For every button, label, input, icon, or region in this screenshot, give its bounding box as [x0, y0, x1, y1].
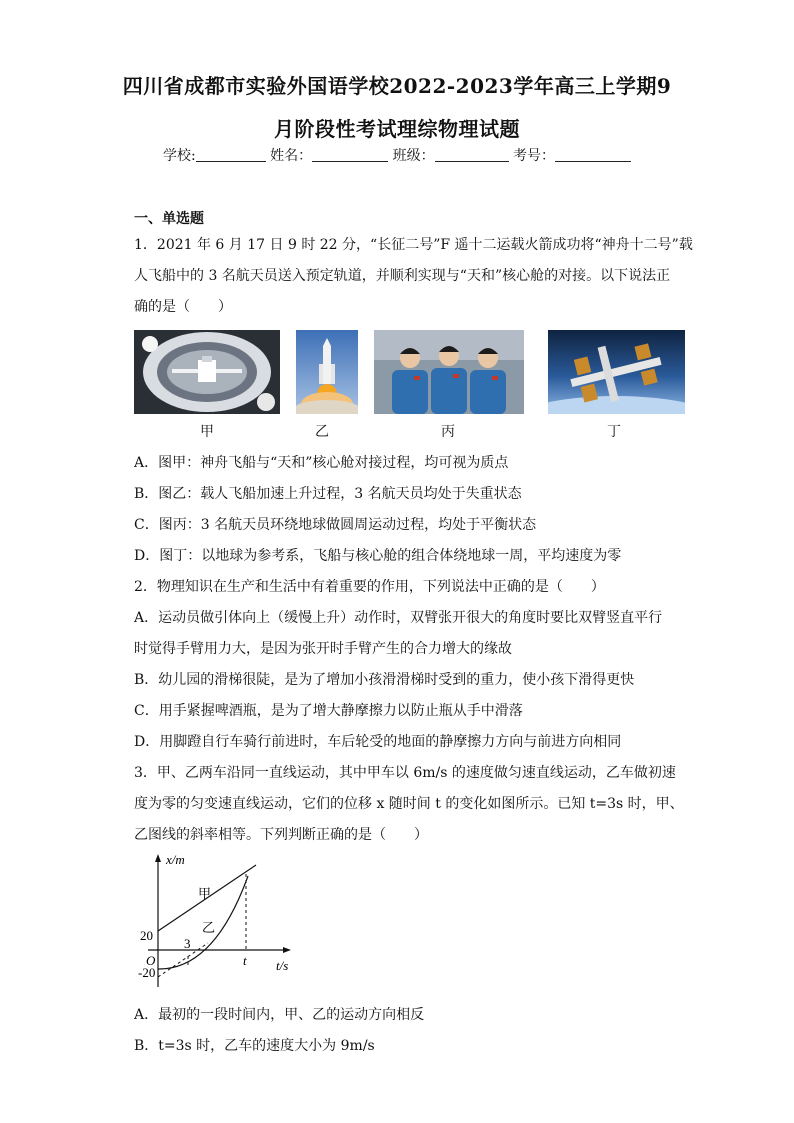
q2-option-b[interactable]: B．幼儿园的滑梯很陡，是为了增加小孩滑滑梯时受到的重力，使小孩下滑得更快: [134, 672, 635, 688]
name-field[interactable]: [312, 147, 388, 162]
photo-docking: [134, 330, 280, 414]
q1-stem-line: 确的是（ ）: [134, 299, 232, 315]
q3-stem-line: 度为零的匀变速直线运动，它们的位移 x 随时间 t 的变化如图所示。已知 t=3s 时，甲、: [134, 796, 684, 812]
q1-stem-line: 人飞船中的 3 名航天员送入预定轨道，并顺利实现与“天和”核心舱的对接。以下说法正: [134, 268, 671, 284]
photo-space-station: [548, 330, 685, 414]
q3-option-b[interactable]: B．t=3s 时，乙车的速度大小为 9m/s: [134, 1038, 375, 1054]
photo-rocket-launch: [296, 330, 358, 414]
photo-label-yi: 乙: [315, 424, 329, 440]
tick-neg20: -20: [138, 965, 156, 980]
q1-option-d[interactable]: D．图丁：以地球为参考系，飞船与核心舱的组合体绕地球一周，平均速度为零: [134, 548, 622, 564]
photo-label-ding: 丁: [607, 424, 621, 440]
origin-label: O: [146, 953, 156, 968]
q2-stem-line: 2．物理知识在生产和生活中有着重要的作用，下列说法中正确的是（ ）: [134, 579, 605, 595]
q3-stem-line: 乙图线的斜率相等。下列判断正确的是（ ）: [134, 827, 428, 843]
tangent-dashed: [158, 943, 208, 977]
q2-option-d[interactable]: D．用脚蹬自行车骑行前进时，车后轮受的地面的静摩擦力方向与前进方向相同: [134, 734, 622, 750]
exam-title-line1: 四川省成都市实验外国语学校2022-2023学年高三上学期9: [122, 74, 672, 98]
photo-astronauts: [374, 330, 524, 414]
x-axis-label: t/s: [276, 958, 289, 973]
school-label: 学校:: [162, 148, 196, 164]
q3-option-a[interactable]: A．最初的一段时间内，甲、乙的运动方向相反: [134, 1007, 425, 1023]
exam-title-line2: 月阶段性考试理综物理试题: [274, 117, 520, 141]
q1-option-a[interactable]: A．图甲：神舟飞船与“天和”核心舱对接过程，均可视为质点: [134, 455, 509, 471]
section-title: 一、单选题: [134, 211, 204, 227]
q1-option-b[interactable]: B．图乙：载人飞船加速上升过程，3 名航天员均处于失重状态: [134, 486, 522, 502]
q3-stem-line: 3．甲、乙两车沿同一直线运动，其中甲车以 6m/s 的速度做匀速直线运动，乙车做初速: [134, 765, 676, 781]
class-field[interactable]: [435, 147, 509, 162]
tick-20: 20: [140, 928, 153, 943]
xt-graph: [136, 852, 306, 996]
tick-3: 3: [184, 936, 191, 951]
graph-label-yi: 乙: [202, 920, 216, 935]
photo-label-bing: 丙: [441, 424, 455, 440]
id-label: 考号：: [513, 148, 556, 164]
q1-option-c[interactable]: C．图丙：3 名航天员环绕地球做圆周运动过程，均处于平衡状态: [134, 517, 537, 533]
x-axis-arrow: [283, 947, 291, 953]
q1-stem-line: 1．2021 年 6 月 17 日 9 时 22 分，“长征二号”F 遥十二运载火箭成功将“神舟十二号”载: [134, 237, 693, 253]
y-axis-label: x/m: [166, 852, 185, 867]
class-label: 班级：: [392, 148, 435, 164]
q2-option-a-cont: 时觉得手臂用力大，是因为张开时手臂产生的合力增大的缘故: [134, 641, 512, 657]
student-info-row: [0, 145, 794, 165]
q2-option-a[interactable]: A．运动员做引体向上（缓慢上升）动作时，双臂张开很大的角度时要比双臂竖直平行: [134, 610, 663, 626]
tick-t: t: [243, 953, 247, 968]
id-field[interactable]: [555, 147, 631, 162]
y-axis-arrow: [155, 854, 161, 862]
q2-option-c[interactable]: C．用手紧握啤酒瓶，是为了增大静摩擦力以防止瓶从手中滑落: [134, 703, 523, 719]
name-label: 姓名：: [270, 148, 313, 164]
school-field[interactable]: [196, 147, 266, 162]
graph-label-jia: 甲: [198, 886, 212, 901]
photo-label-jia: 甲: [200, 424, 214, 440]
